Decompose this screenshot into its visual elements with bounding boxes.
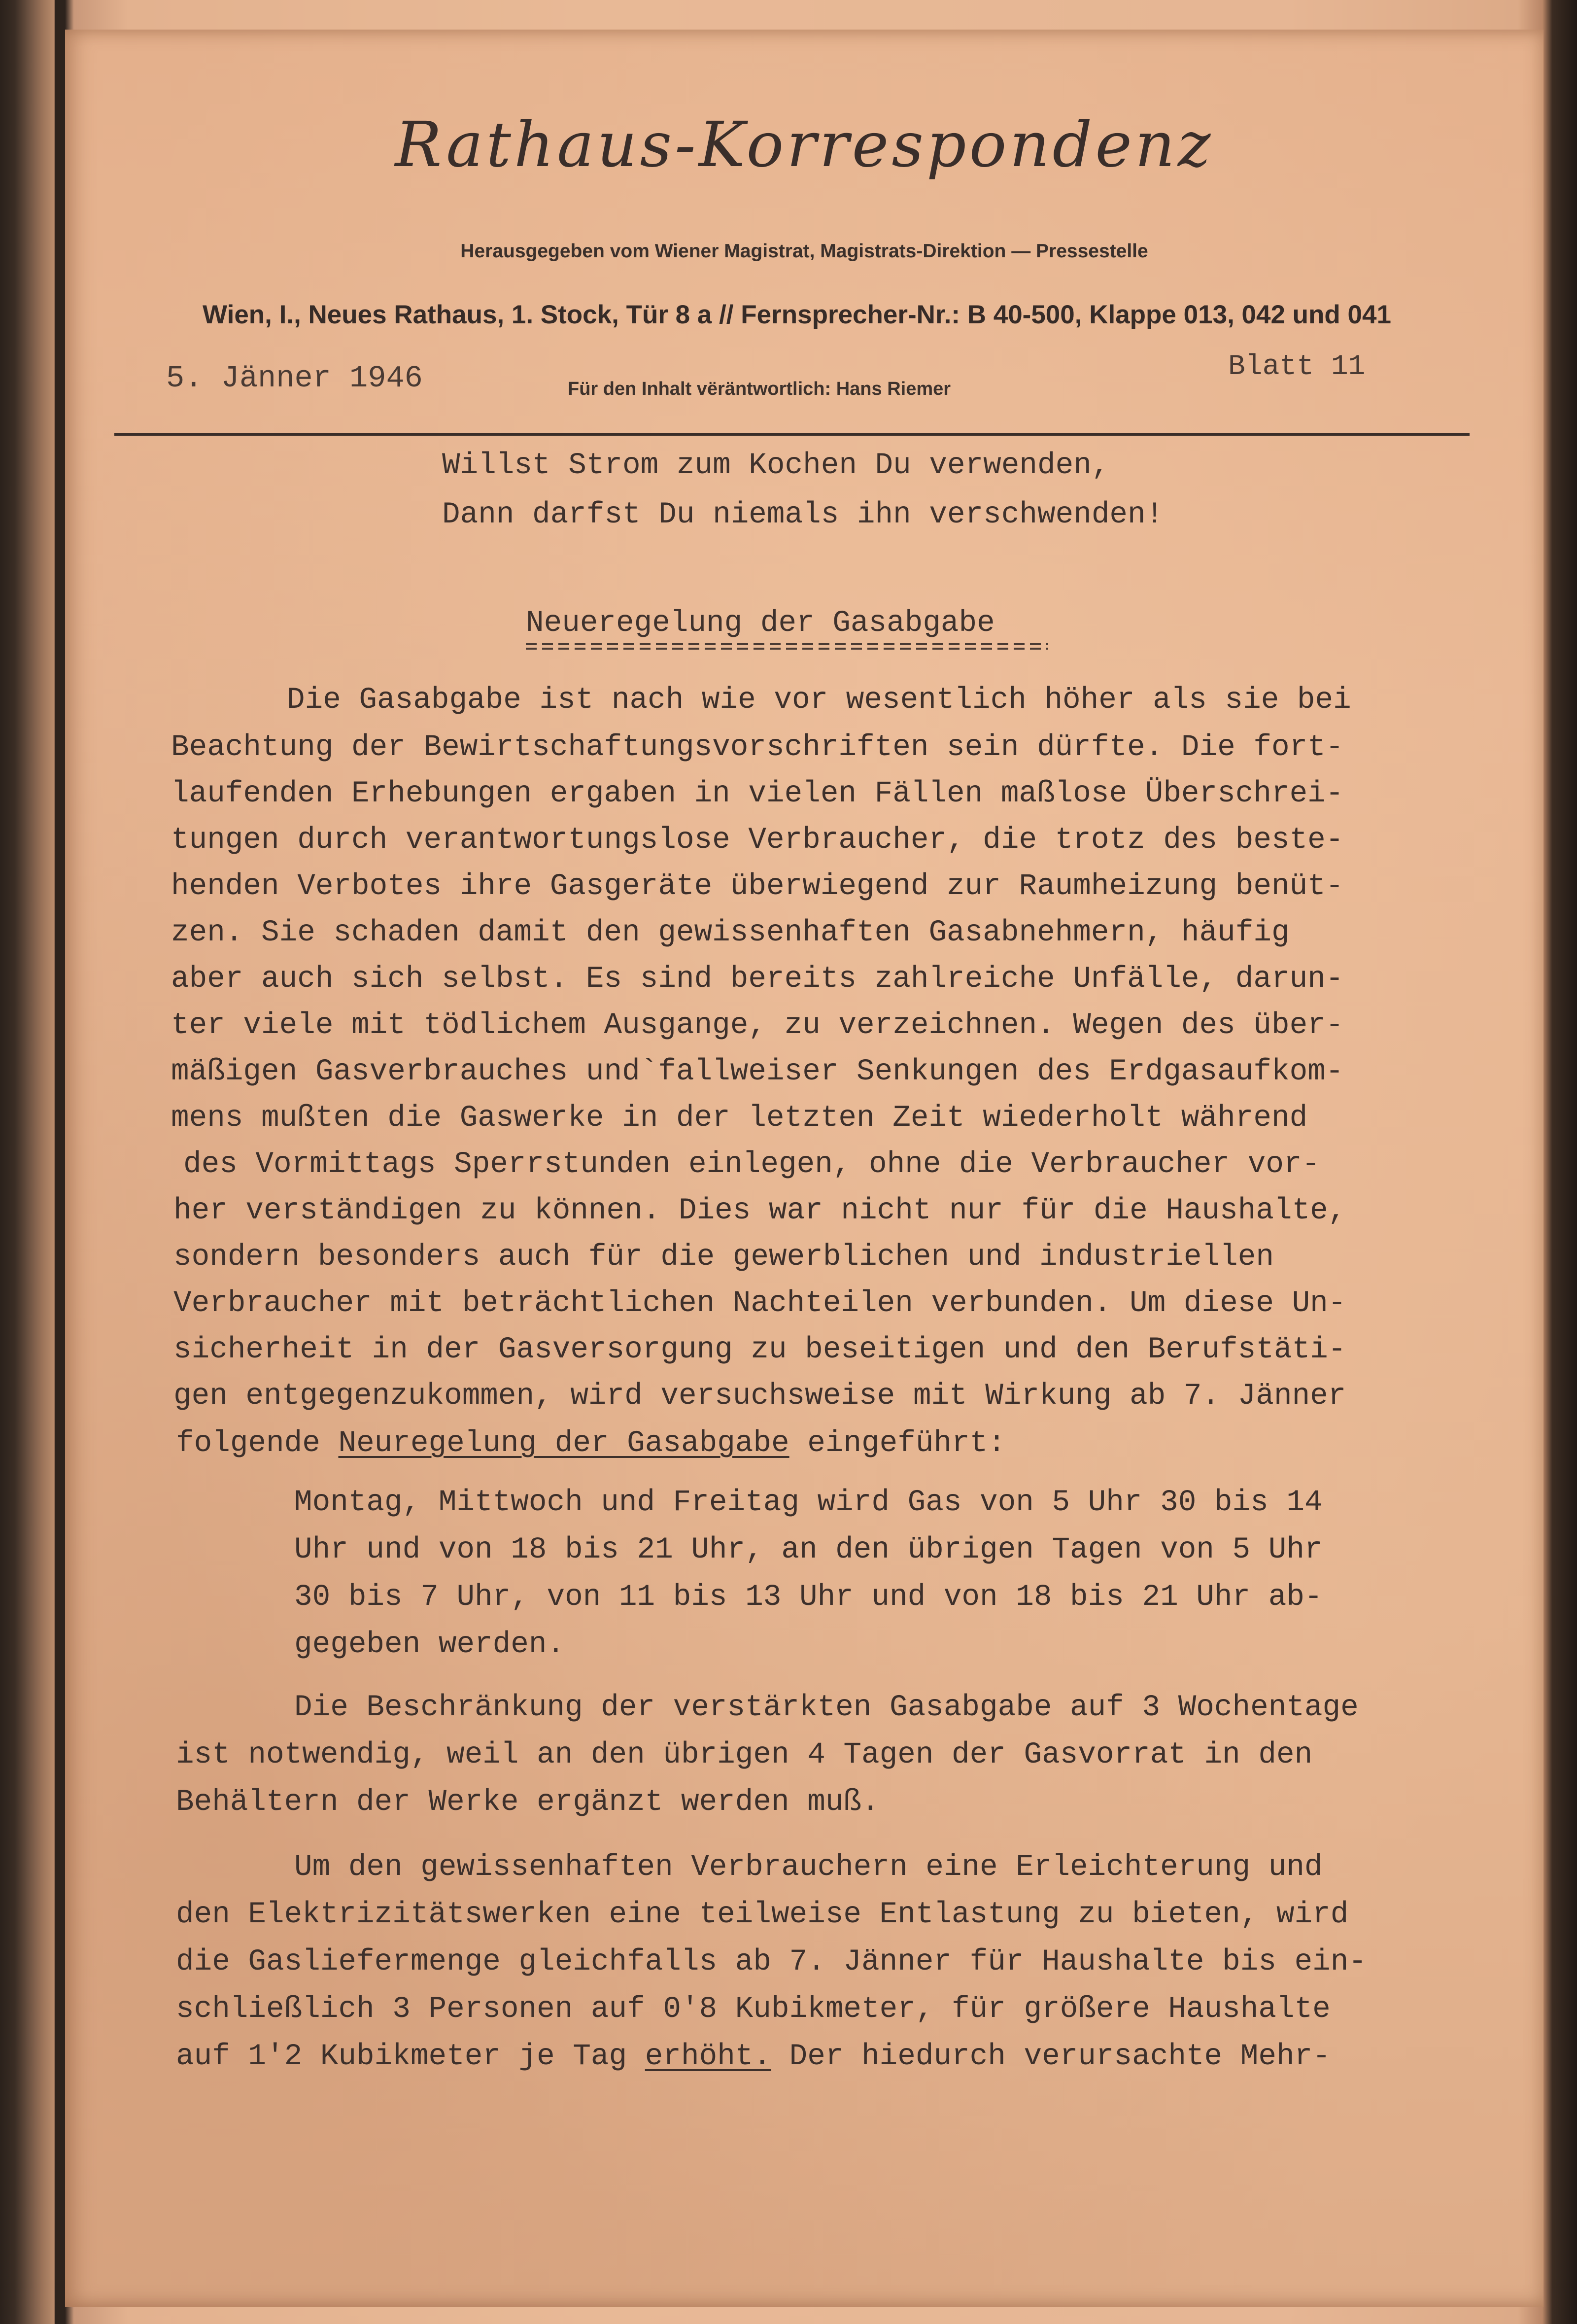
paragraph-line: her verständigen zu können. Dies war nicht nur für die Haushalte,: [173, 1194, 1346, 1228]
paragraph-line: Verbraucher mit beträchtlichen Nachteilen verbunden. Um diese Un-: [173, 1286, 1346, 1320]
issue-date: 5. Jänner 1946: [166, 361, 423, 396]
schedule-line: Montag, Mittwoch und Freitag wird Gas von 5 Uhr 30 bis 14: [294, 1486, 1323, 1520]
underlined-phrase: Neuregelung der Gasabgabe: [338, 1426, 789, 1460]
paragraph-line: sondern besonders auch für die gewerblichen und industriellen: [173, 1240, 1274, 1274]
motto-line: Dann darfst Du niemals ihn verschwenden!: [442, 498, 1164, 532]
paragraph-line: ist notwendig, weil an den übrigen 4 Tagen der Gasvorrat in den: [176, 1738, 1313, 1772]
text-run: eingeführt:: [789, 1426, 1006, 1460]
paragraph-line: aber auch sich selbst. Es sind bereits zahlreiche Unfälle, darun-: [171, 962, 1344, 996]
header-divider: [114, 433, 1470, 436]
text-run: auf 1'2 Kubikmeter je Tag: [176, 2040, 645, 2074]
paragraph-line: Die Beschränkung der verstärkten Gasabgabe auf 3 Wochentage: [294, 1691, 1359, 1725]
sheet-number: Blatt 11: [1228, 351, 1366, 383]
address-line: Wien, I., Neues Rathaus, 1. Stock, Tür 8 a // Fernsprecher-Nr.: B 40-500, Klappe 013, 042 und 041: [203, 300, 1391, 329]
paragraph-line: des Vormittags Sperrstunden einlegen, ohne die Verbraucher vor-: [183, 1147, 1320, 1181]
schedule-line: Uhr und von 18 bis 21 Uhr, an den übrigen Tagen von 5 Uhr: [294, 1533, 1323, 1567]
responsible-editor: Für den Inhalt vëräntwortlich: Hans Riemer: [568, 379, 951, 399]
motto-line: Willst Strom zum Kochen Du verwenden,: [442, 449, 1110, 483]
document-sheet: [65, 30, 1543, 2307]
paragraph-line: sicherheit in der Gasversorgung zu beseitigen und den Berufstäti-: [173, 1333, 1346, 1367]
article-heading: Neueregelung der Gasabgabe: [526, 606, 995, 640]
underlined-word: erhöht.: [645, 2040, 772, 2074]
paragraph-line: laufenden Erhebungen ergaben in vielen Fällen maßlose Überschrei-: [171, 777, 1344, 811]
schedule-line: 30 bis 7 Uhr, von 11 bis 13 Uhr und von 18 bis 21 Uhr ab-: [294, 1580, 1323, 1614]
paragraph-line: Um den gewissenhaften Verbrauchern eine Erleichterung und: [294, 1850, 1323, 1884]
paragraph-line: henden Verbotes ihre Gasgeräte überwiegend zur Raumheizung benüt-: [171, 869, 1344, 903]
masthead-title: Rathaus-Korrespondenz: [395, 108, 1214, 181]
schedule-line: gegeben werden.: [294, 1628, 565, 1662]
paragraph-line: Die Gasabgabe ist nach wie vor wesentlich höher als sie bei: [287, 683, 1351, 717]
text-run: Der hiedurch verursachte Mehr-: [771, 2040, 1331, 2074]
paragraph-line: schließlich 3 Personen auf 0'8 Kubikmeter, für größere Haushalte: [176, 1992, 1331, 2026]
paragraph-line: [176, 2040, 1331, 2074]
paragraph-line: [176, 1426, 1006, 1460]
paragraph-line: die Gasliefermenge gleichfalls ab 7. Jänner für Haushalte bis ein-: [176, 1945, 1367, 1979]
paragraph-line: Behältern der Werke ergänzt werden muß.: [176, 1785, 880, 1819]
paragraph-line: zen. Sie schaden damit den gewissenhaften Gasabnehmern, häufig: [171, 916, 1290, 950]
paragraph-line: gen entgegenzukommen, wird versuchsweise mit Wirkung ab 7. Jänner: [173, 1379, 1346, 1413]
paragraph-line: tungen durch verantwortungslose Verbraucher, die trotz des beste-: [171, 823, 1344, 857]
paragraph-line: mens mußten die Gaswerke in der letzten Zeit wiederholt während: [171, 1101, 1308, 1135]
text-run: folgende: [176, 1426, 339, 1460]
paragraph-line: ter viele mit tödlichem Ausgange, zu verzeichnen. Wegen des über-: [171, 1008, 1344, 1042]
paragraph-line: den Elektrizitätswerken eine teilweise Entlastung zu bieten, wird: [176, 1898, 1349, 1932]
paragraph-line: Beachtung der Bewirtschaftungsvorschriften sein dürfte. Die fort-: [171, 730, 1344, 764]
publisher-line: Herausgegeben vom Wiener Magistrat, Magistrats-Direktion — Pressestelle: [460, 241, 1148, 262]
heading-double-underline: [526, 643, 1048, 650]
paragraph-line: mäßigen Gasverbrauches und`fallweiser Senkungen des Erdgasaufkom-: [171, 1055, 1344, 1089]
